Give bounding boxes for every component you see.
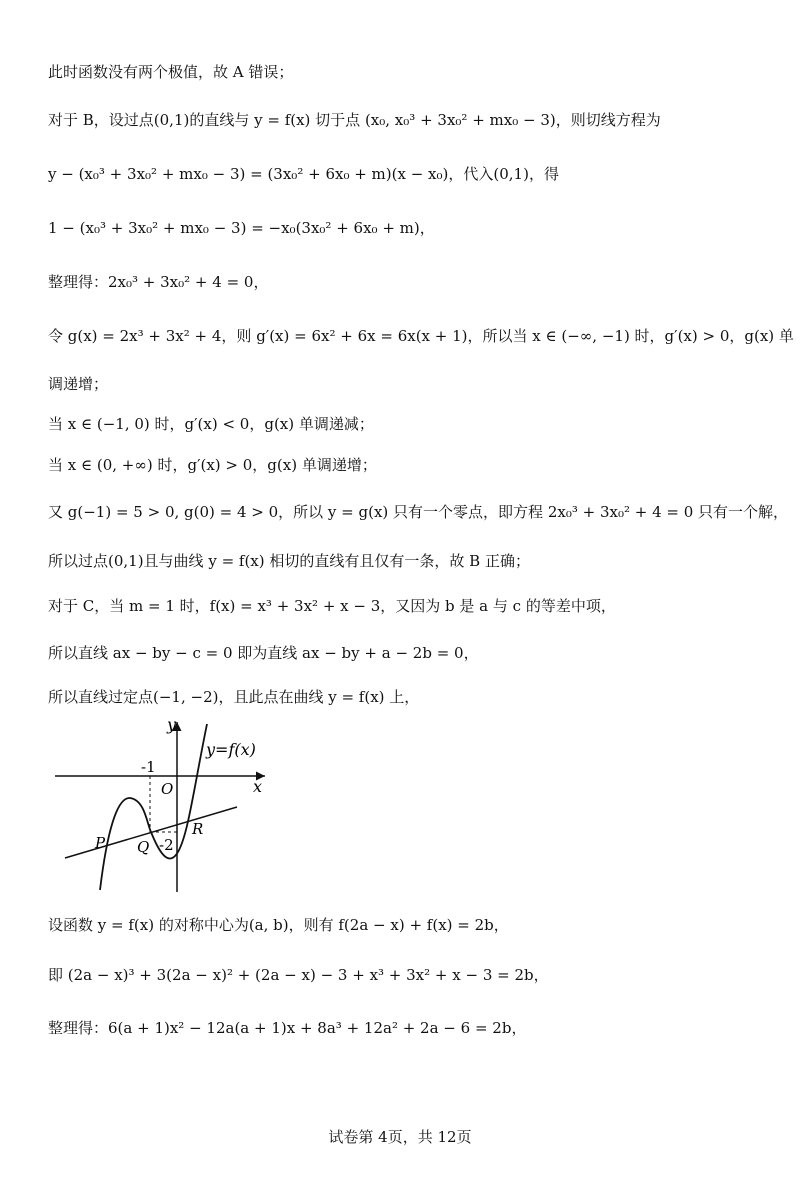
point-r-label: R (192, 820, 204, 838)
line-7: 当 x ∈ (−1, 0) 时，g′(x) < 0，g(x) 单调递减； (48, 415, 374, 433)
point-p-label: P (95, 834, 106, 852)
tick-neg2-label: -2 (159, 836, 174, 854)
line-5: 令 g(x) = 2x³ + 3x² + 4，则 g′(x) = 6x² + 6x = 6x(x + 1)，所以当 x ∈ (−∞, −1) 时，g′(x) > 0，g(x) 单 (48, 327, 794, 345)
line-1: 对于 B，设过点(0,1)的直线与 y = f(x) 切于点 (x₀, x₀³ + 3x₀² + mx₀ − 3)，则切线方程为 (48, 111, 661, 129)
line-16: 整理得：6(a + 1)x² − 12a(a + 1)x + 8a³ + 12a² + 2a − 6 = 2b， (48, 1019, 527, 1037)
tick-neg1-label: -1 (141, 758, 156, 776)
line-15: 即 (2a − x)³ + 3(2a − x)² + (2a − x) − 3 + x³ + 3x² + x − 3 = 2b， (48, 966, 549, 984)
secant-line (65, 807, 237, 858)
line-8: 当 x ∈ (0, +∞) 时，g′(x) > 0，g(x) 单调递增； (48, 456, 377, 474)
line-3: 1 − (x₀³ + 3x₀² + mx₀ − 3) = −x₀(3x₀² + 6x₀ + m)， (48, 219, 435, 237)
line-6: 调递增； (48, 375, 109, 393)
origin-label: O (161, 780, 174, 798)
line-12: 所以直线 ax − by − c = 0 即为直线 ax − by + a − 2b = 0， (48, 644, 479, 662)
cubic-curve (100, 724, 207, 890)
point-q-label: Q (137, 838, 150, 856)
page-footer: 试卷第 4页，共 12页 (328, 1128, 472, 1146)
curve-label: y=f(x) (206, 740, 256, 759)
line-9: 又 g(−1) = 5 > 0, g(0) = 4 > 0，所以 y = g(x) 只有一个零点，即方程 2x₀³ + 3x₀² + 4 = 0 只有一个解， (48, 503, 789, 521)
function-graph (55, 712, 275, 902)
y-axis-label: y (167, 715, 177, 734)
line-11: 对于 C，当 m = 1 时，f(x) = x³ + 3x² + x − 3，又因为 b 是 a 与 c 的等差中项， (48, 597, 616, 615)
line-10: 所以过点(0,1)且与曲线 y = f(x) 相切的直线有且仅有一条，故 B 正确； (48, 552, 530, 570)
line-13: 所以直线过定点(−1, −2)，且此点在曲线 y = f(x) 上， (48, 688, 420, 706)
x-axis-label: x (253, 777, 263, 796)
line-0: 此时函数没有两个极值，故 A 错误； (48, 63, 294, 81)
line-14: 设函数 y = f(x) 的对称中心为(a, b)，则有 f(2a − x) + f(x) = 2b， (48, 916, 509, 934)
line-4: 整理得：2x₀³ + 3x₀² + 4 = 0， (48, 273, 269, 291)
line-2: y − (x₀³ + 3x₀² + mx₀ − 3) = (3x₀² + 6x₀ + m)(x − x₀)，代入(0,1)，得 (48, 165, 559, 183)
